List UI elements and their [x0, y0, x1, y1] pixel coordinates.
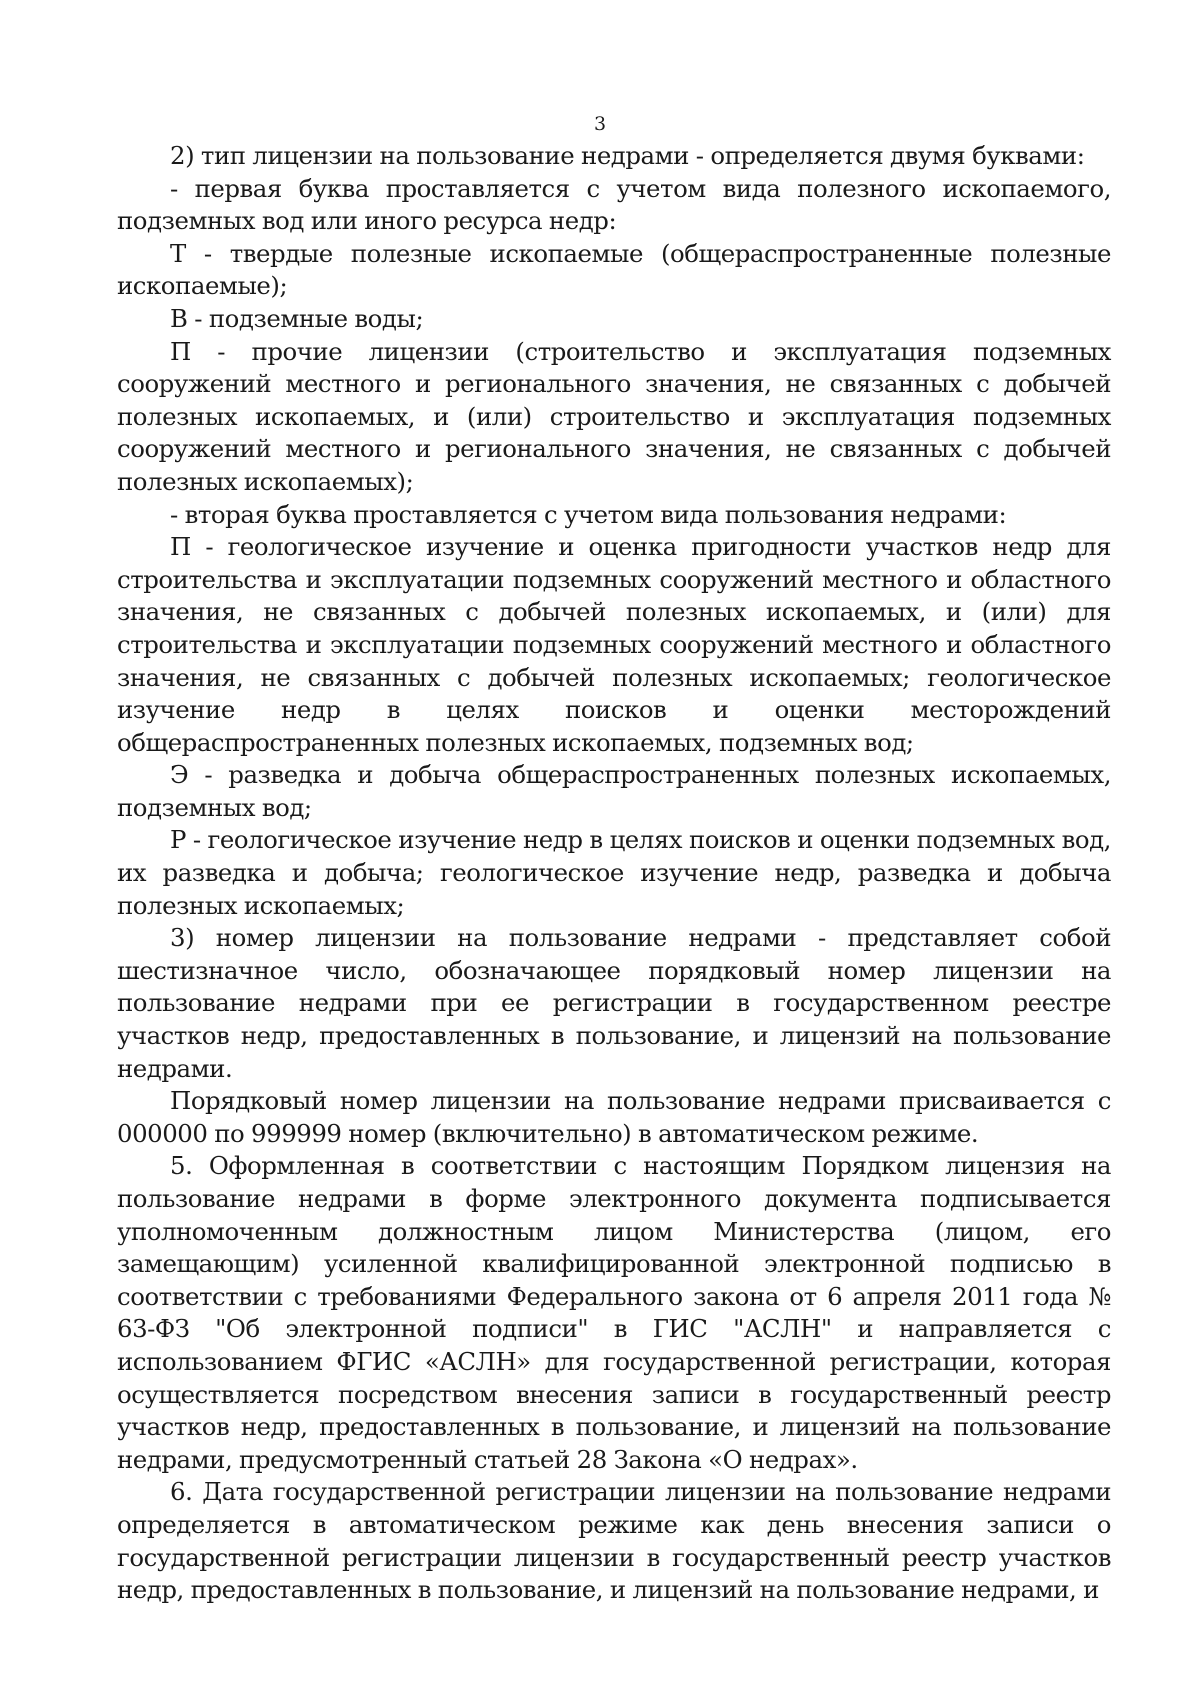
- paragraph: Р - геологическое изучение недр в целях поисков и оценки подземных вод, их разведка и добыча; геологическое изучение недр, разведка и добыча полезных ископаемых;: [117, 825, 1111, 920]
- paragraph: 3) номер лицензии на пользование недрами - представляет собой шестизначное число, обозначающее порядковый номер лицензии на пользование недрами при ее регистрации в государственном реестре участков недр, предоставленных в пользование, и лицензий на пользование недрами.: [117, 923, 1111, 1083]
- page-number: 3: [593, 113, 607, 135]
- paragraph: П - геологическое изучение и оценка пригодности участков недр для строительства и эксплуатации подземных сооружений местного и областного значения, не связанных с добычей полезных ископаемых, и (или) для строительства и эксплуатации подземных сооружений местного и областного значения, не связанных с добычей полезных ископаемых; геологическое изучение недр в целях поисков и оценки месторождений общераспространенных полезных ископаемых, подземных вод;: [117, 532, 1111, 757]
- paragraph: П - прочие лицензии (строительство и эксплуатация подземных сооружений местного и регионального значения, не связанных с добычей полезных ископаемых, и (или) строительство и эксплуатация подземных сооружений местного и регионального значения, не связанных с добычей полезных ископаемых);: [117, 336, 1111, 496]
- paragraph: 6. Дата государственной регистрации лицензии на пользование недрами определяется в автоматическом режиме как день внесения записи о государственной регистрации лицензии в государственный реестр участков недр, предоставленных в пользование, и лицензий на пользование недрами, и: [117, 1477, 1111, 1605]
- paragraph: 2) тип лицензии на пользование недрами - определяется двумя буквами:: [170, 141, 1085, 170]
- paragraph: - вторая буква проставляется с учетом вида пользования недрами:: [170, 499, 1007, 529]
- paragraph: Э - разведка и добыча общераспространенных полезных ископаемых, подземных вод;: [117, 760, 1111, 822]
- document-body: [117, 140, 1111, 1607]
- paragraph: В - подземные воды;: [170, 303, 424, 333]
- paragraph: Порядковый номер лицензии на пользование недрами присваивается с 000000 по 999999 номер (включительно) в автоматическом режиме.: [117, 1086, 1111, 1148]
- paragraph: 5. Оформленная в соответствии с настоящим Порядком лицензия на пользование недрами в форме электронного документа подписывается уполномоченным должностным лицом Министерства (лицом, его замещающим) усиленной квалифицированной электронной подписью в соответствии с требованиями Федерального закона от 6 апреля 2011 года № 63-ФЗ "Об электронной подписи" в ГИС "АСЛН" и направляется с использованием ФГИС «АСЛН» для государственной регистрации, которая осуществляется посредством внесения записи в государственный реестр участков недр, предоставленных в пользование, и лицензий на пользование недрами, предусмотренный статьей 28 Закона «О недрах».: [117, 1151, 1111, 1474]
- paragraph: Т - твердые полезные ископаемые (общераспространенные полезные ископаемые);: [117, 238, 1111, 301]
- paragraph: - первая буква проставляется с учетом вида полезного ископаемого, подземных вод или иного ресурса недр:: [117, 173, 1111, 236]
